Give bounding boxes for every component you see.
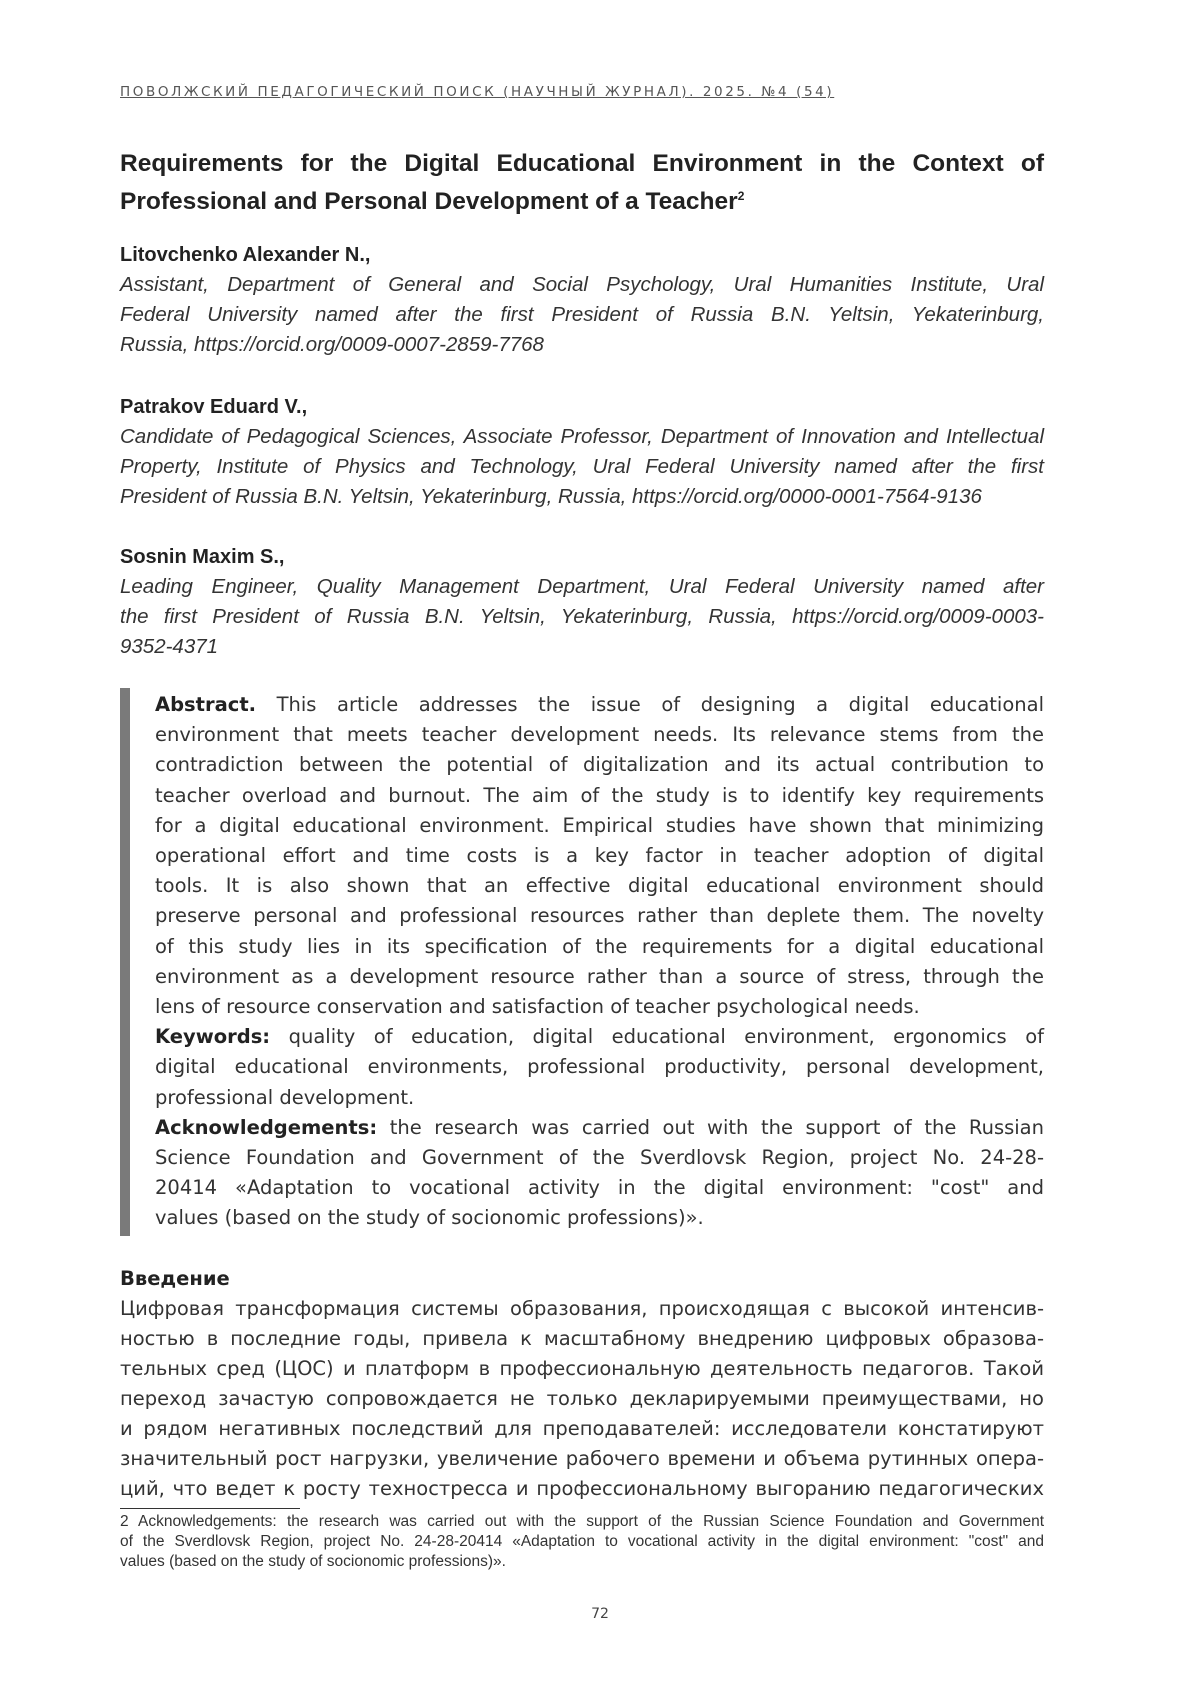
acknowledgements-label: Acknowledgements: — [155, 1115, 378, 1139]
acknowledgements-line — [155, 1113, 1044, 1143]
text-line: тельных сред (ЦОС) и платформ в профессиональную деятельность педагогов. Такой — [120, 1357, 1044, 1380]
text-line: Science Foundation and Government of the Sverdlovsk Region, project No. 24-28- — [155, 1146, 1044, 1170]
author-name: Litovchenko Alexander N., — [120, 244, 371, 266]
text-line: contradiction between the potential of digitalization and its actual contribution to — [155, 753, 1044, 777]
acknowledgements-text-start: the research was carried out with the support of the Russian — [377, 1115, 1044, 1139]
text-line: for a digital educational environment. Empirical studies have shown that minimizing — [155, 813, 1044, 837]
text-line: Assistant, Department of General and Social Psychology, Ural Humanities Institute, Ural — [120, 273, 1044, 296]
introduction-body — [120, 1294, 1044, 1504]
abstract-label: Abstract. — [155, 693, 257, 716]
text-line: Property, Institute of Physics and Technology, Ural Federal University named after the first — [120, 455, 1044, 478]
text-line: operational effort and time costs is a key factor in teacher adoption of digital — [155, 844, 1044, 868]
author-affiliation — [120, 422, 1044, 512]
text-line: of this study lies in its specification of the requirements for a digital educational — [155, 934, 1044, 958]
abstract-text — [155, 690, 1044, 1234]
text-line: Цифровая трансформация системы образования, происходящая с высокой интенсив- — [120, 1297, 1044, 1320]
author-affiliation — [120, 270, 1044, 360]
text-line: и рядом негативных последствий для преподавателей: исследователи констатируют — [120, 1417, 1044, 1440]
title-line: Requirements for the Digital Educational Environment in the Context of — [120, 150, 1044, 177]
author-name: Sosnin Maxim S., — [120, 546, 285, 568]
section-heading: Введение — [120, 1267, 230, 1290]
text-line: Federal University named after the first President of Russia B.N. Yeltsin, Yekaterinburg, — [120, 303, 1044, 326]
page-number: 72 — [591, 1606, 609, 1622]
text-line: ций, что ведет к росту техностресса и профессиональному выгоранию педагогических — [120, 1477, 1044, 1500]
text-line: 20414 «Adaptation to vocational activity in the digital environment: "cost" and — [155, 1176, 1044, 1200]
text-line: President of Russia B.N. Yeltsin, Yekaterinburg, Russia, https://orcid.org/0000-0001-7564-9136 — [120, 485, 982, 508]
text-line: digital educational environments, professional productivity, personal development, — [155, 1055, 1044, 1079]
keywords-label: Keywords: — [155, 1025, 271, 1049]
abstract-line — [155, 690, 1044, 720]
author-block — [120, 392, 1044, 512]
text-line: environment as a development resource rather than a source of stress, through the — [155, 964, 1044, 988]
abstract-block — [120, 688, 1044, 1236]
text-line: values (based on the study of socionomic professions)». — [120, 1553, 506, 1570]
footnote — [120, 1512, 1044, 1572]
text-line: Leading Engineer, Quality Management Department, Ural Federal University named after — [120, 575, 1044, 598]
author-name: Patrakov Eduard V., — [120, 396, 308, 418]
text-line: tools. It is also shown that an effective digital educational environment should — [155, 874, 1044, 898]
text-line: lens of resource conservation and satisfaction of teacher psychological needs. — [155, 995, 920, 1019]
text-line: of the Sverdlovsk Region, project No. 24-28-20414 «Adaptation to vocational activity in the digital environment: "cost" and — [120, 1533, 1044, 1550]
footnote-mark: 2 — [737, 189, 745, 203]
title-line — [120, 180, 1044, 218]
text-line: переход зачастую сопровождается не только декларируемыми преимуществами, но — [120, 1387, 1044, 1410]
footnote-divider — [120, 1508, 300, 1509]
text-line: values (based on the study of socionomic professions)». — [155, 1206, 704, 1230]
text-line: значительный рост нагрузки, увеличение рабочего времени и объема рутинных опера- — [120, 1447, 1044, 1470]
text-line: teacher overload and burnout. The aim of the study is to identify key requirements — [155, 783, 1044, 807]
introduction-section — [120, 1264, 1044, 1504]
text-line: Candidate of Pedagogical Sciences, Associate Professor, Department of Innovation and Intellectual — [120, 425, 1044, 448]
text-line: 2 Acknowledgements: the research was carried out with the support of the Russian Science Foundation and Government — [120, 1513, 1044, 1530]
abstract-text-start: This article addresses the issue of designing a digital educational — [256, 693, 1044, 716]
abstract-body — [155, 720, 1044, 1022]
author-block — [120, 542, 1044, 662]
keywords-text-start: quality of education, digital educational environment, ergonomics of — [270, 1025, 1044, 1049]
abstract-side-bar — [120, 688, 130, 1236]
text-line: professional development. — [155, 1085, 415, 1109]
journal-running-header: ПОВОЛЖСКИЙ ПЕДАГОГИЧЕСКИЙ ПОИСК (НАУЧНЫЙ ЖУРНАЛ). 2025. №4 (54) — [120, 84, 835, 100]
article-title — [120, 148, 1044, 218]
text-line: Russia, https://orcid.org/0009-0007-2859-7768 — [120, 333, 544, 356]
acknowledgements-body — [155, 1143, 1044, 1234]
text-line: the first President of Russia B.N. Yeltsin, Yekaterinburg, Russia, https://orcid.org/0009-0003- — [120, 605, 1044, 628]
text-line: 9352-4371 — [120, 635, 219, 658]
author-block — [120, 240, 1044, 360]
text-line: preserve personal and professional resources rather than deplete them. The novelty — [155, 904, 1044, 928]
keywords-line — [155, 1022, 1044, 1052]
title-line-text: Professional and Personal Development of a Teacher — [120, 188, 738, 216]
text-line: ностью в последние годы, привела к масштабному внедрению цифровых образова- — [120, 1327, 1044, 1350]
author-affiliation — [120, 572, 1044, 662]
keywords-body — [155, 1052, 1044, 1112]
text-line: environment that meets teacher development needs. Its relevance stems from the — [155, 723, 1044, 747]
